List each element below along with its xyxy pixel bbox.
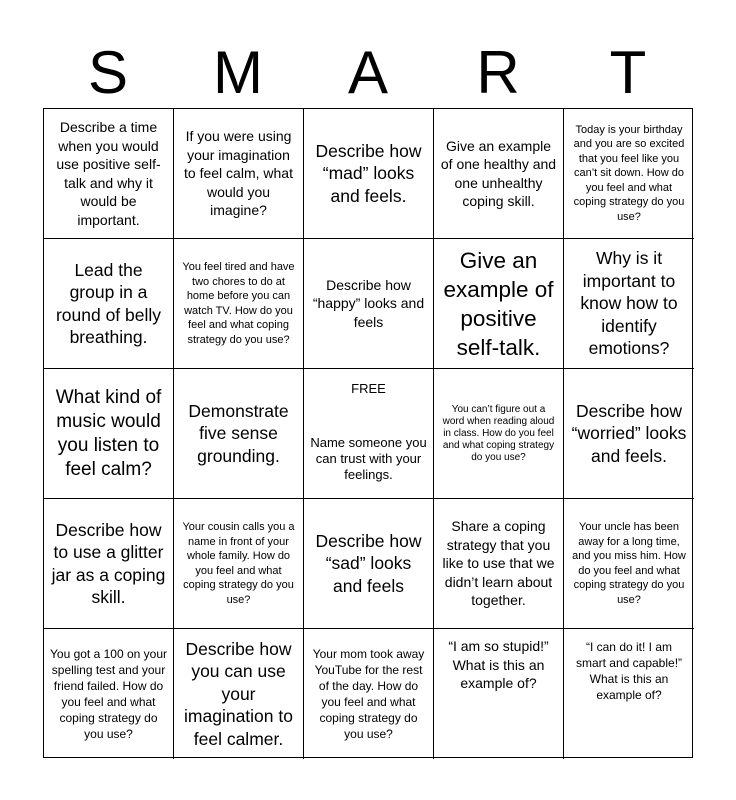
bingo-cell-r2-c5[interactable] [564,239,694,369]
bingo-cell-r4-c5[interactable] [564,499,694,629]
bingo-cell-r5-c4[interactable] [434,629,564,759]
cell-text: Describe how “happy” looks and feels [312,276,425,330]
bingo-header [43,40,693,106]
bingo-cell-r2-c4[interactable] [434,239,564,369]
bingo-cell-r4-c3[interactable] [304,499,434,629]
bingo-cell-r1-c5[interactable] [564,109,694,239]
cell-text: Your cousin calls you a name in front of your whole family. How do you feel and what coping strategy do you use? [182,521,295,606]
header-letter-s: S [87,39,129,106]
header-letter-m: M [213,39,263,106]
cell-text: Give an example of positive self-talk. [443,247,554,360]
bingo-cell-r5-c5[interactable] [564,629,694,759]
cell-text: Why is it important to know how to identify emotions? [580,248,678,359]
bingo-cell-r2-c2[interactable] [174,239,304,369]
cell-text: Describe how “mad” looks and feels. [315,140,422,206]
bingo-cell-r4-c4[interactable] [434,499,564,629]
cell-text: Demonstrate five sense grounding. [188,400,289,466]
cell-text: Lead the group in a round of belly breathing. [55,259,162,347]
bingo-cell-r2-c1[interactable] [44,239,174,369]
bingo-cell-r3-c4[interactable] [434,369,564,499]
cell-text: If you were using your imagination to feel calm, what would you imagine? [184,128,293,219]
cell-text: Your uncle has been away for a long time, and you miss him. How do you feel and what coping strategy do you use? [572,521,686,606]
bingo-cell-r2-c3[interactable] [304,239,434,369]
bingo-cell-r1-c1[interactable] [44,109,174,239]
cell-text: You got a 100 on your spelling test and your friend failed. How do you feel and what coping strategy do you use? [50,647,167,741]
header-letter-a: A [347,39,389,106]
cell-text: Name someone you can trust with your feelings. [310,435,427,482]
cell-text: You feel tired and have two chores to do at home before you can watch TV. How do you feel and what coping strategy do you use? [182,261,295,346]
bingo-cell-r1-c3[interactable] [304,109,434,239]
cell-text: Describe a time when you would use positive self-talk and why it would be important. [56,119,161,228]
cell-text: Describe how you can use your imagination to feel calmer. [184,638,293,749]
bingo-cell-r4-c1[interactable] [44,499,174,629]
cell-text: What kind of music would you listen to feel calm? [55,386,162,480]
bingo-cell-r1-c2[interactable] [174,109,304,239]
bingo-cell-r4-c2[interactable] [174,499,304,629]
bingo-grid [43,108,693,758]
bingo-cell-r3-c5[interactable] [564,369,694,499]
cell-text: Describe how “worried” looks and feels. [571,400,687,466]
cell-text: Share a coping strategy that you like to use that we didn’t learn about together. [442,518,555,609]
cell-text: You can’t figure out a word when reading aloud in class. How do you feel and what coping strategy do you use? [442,403,555,463]
header-letter-r: R [476,39,520,106]
header-letter-t: T [609,39,647,106]
bingo-cell-r5-c1[interactable] [44,629,174,759]
bingo-cell-r3-c2[interactable] [174,369,304,499]
free-label: FREE [351,381,386,396]
cell-text: Describe how “sad” looks and feels [315,530,422,596]
bingo-cell-r5-c3[interactable] [304,629,434,759]
cell-text: “I can do it! I am smart and capable!” What is this an example of? [575,640,683,702]
bingo-cell-r3-c1[interactable] [44,369,174,499]
cell-text: Describe how to use a glitter jar as a coping skill. [51,519,166,607]
bingo-cell-r1-c4[interactable] [434,109,564,239]
cell-text: Today is your birthday and you are so excited that you feel like you can’t sit down. How do you feel and what coping strategy do you use? [573,123,685,223]
cell-text: “I am so stupid!” What is this an example of? [448,638,549,691]
cell-text: Give an example of one healthy and one unhealthy coping skill. [440,137,557,209]
bingo-free-cell[interactable] [304,369,434,499]
bingo-cell-r5-c2[interactable] [174,629,304,759]
cell-text: Your mom took away YouTube for the rest of the day. How do you feel and what coping strategy do you use? [312,647,425,741]
